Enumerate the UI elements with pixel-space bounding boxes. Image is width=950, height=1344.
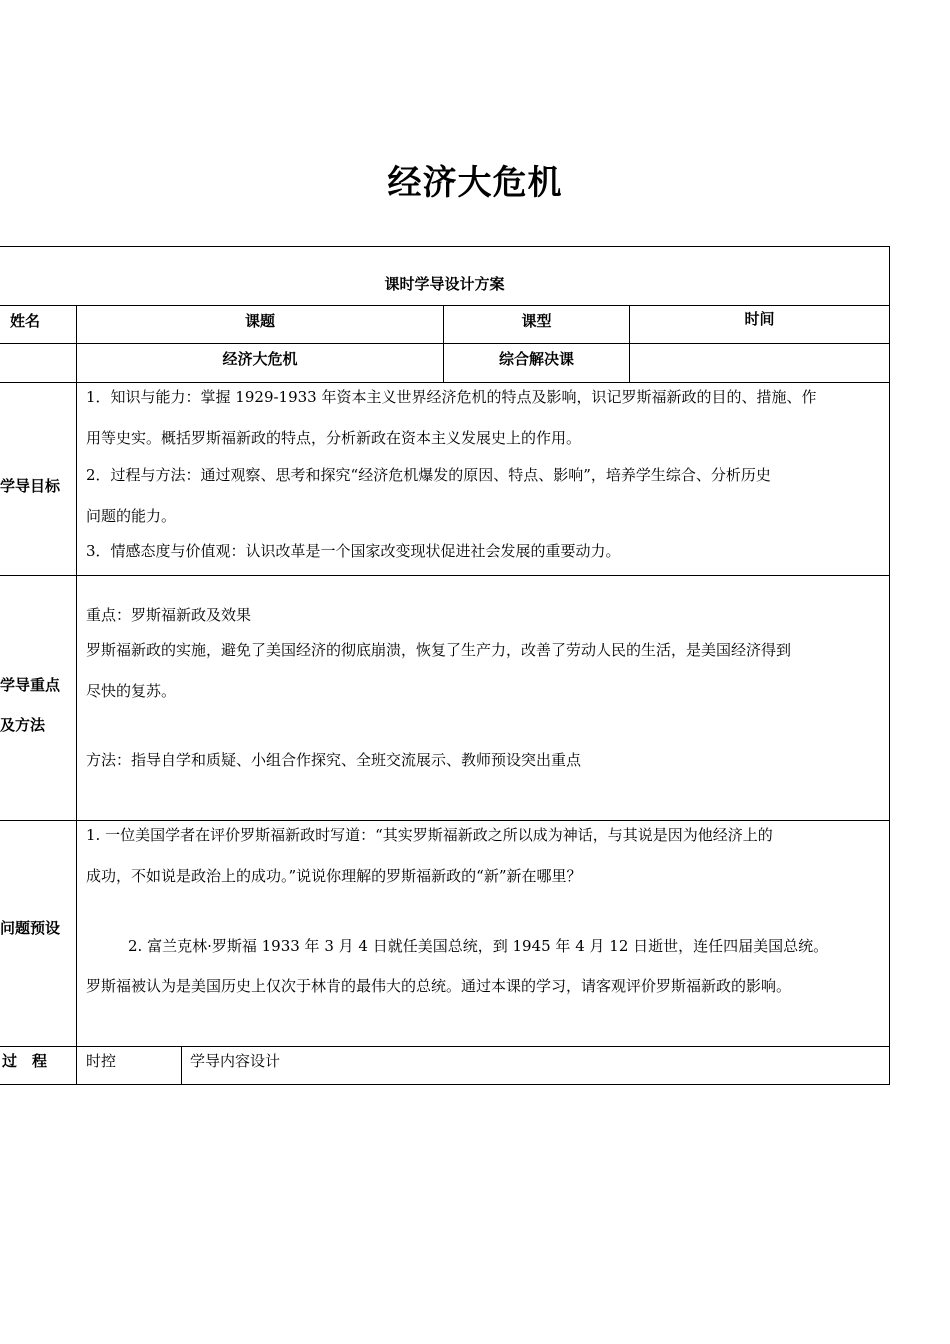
process-label: 过 程: [2, 1052, 48, 1070]
keypoints-line: 尽快的复苏。: [86, 682, 177, 700]
document-title: 经济大危机: [387, 163, 563, 203]
header-name: 姓名: [10, 312, 41, 330]
questions-label: 问题预设: [0, 919, 61, 937]
goals-line: 用等史实。概括罗斯福新政的特点，分析新政在资本主义发展史上的作用。: [86, 429, 582, 447]
value-type: 综合解决课: [498, 350, 574, 368]
keypoints-line: 方法：指导自学和质疑、小组合作探究、全班交流展示、教师预设突出重点: [86, 751, 582, 769]
goals-line: 1．知识与能力：掌握 1929-1933 年资本主义世界经济危机的特点及影响，识记罗斯福新政的目的、措施、作: [86, 388, 817, 406]
questions-line: 1. 一位美国学者在评价罗斯福新政时写道：“其实罗斯福新政之所以成为神话，与其说是因为他经济上的: [86, 826, 773, 844]
header-type: 课型: [521, 312, 552, 330]
goals-label: 学导目标: [0, 477, 61, 495]
keypoints-label: 学导重点: [0, 676, 61, 694]
questions-line: 成功，不如说是政治上的成功。”说说你理解的罗斯福新政的“新”新在哪里？: [86, 867, 582, 885]
keypoints-line: 罗斯福新政的实施，避免了美国经济的彻底崩溃，恢复了生产力，改善了劳动人民的生活，是美国经济得到: [86, 641, 792, 659]
questions-line: 罗斯福被认为是美国历史上仅次于林肯的最伟大的总统。通过本课的学习，请客观评价罗斯福新政的影响。: [86, 977, 792, 995]
process-col-time: 时控: [86, 1052, 117, 1070]
keypoints-line: 重点：罗斯福新政及效果: [86, 606, 252, 624]
keypoints-label: 及方法: [0, 716, 46, 734]
goals-line: 3．情感态度与价值观：认识改革是一个国家改变现状促进社会发展的重要动力。: [86, 542, 621, 560]
header-topic: 课题: [244, 312, 275, 330]
value-topic: 经济大危机: [222, 350, 298, 368]
header-time: 时间: [744, 310, 775, 328]
questions-line: 2. 富兰克林·罗斯福 1933 年 3 月 4 日就任美国总统，到 1945 年 4 月 12 日逝世，连任四届美国总统。: [128, 937, 829, 955]
table-caption: 课时学导设计方案: [384, 275, 505, 293]
goals-line: 2．过程与方法：通过观察、思考和探究“经济危机爆发的原因、特点、影响”，培养学生综合、分析历史: [86, 466, 771, 484]
goals-line: 问题的能力。: [86, 507, 177, 525]
process-col-content: 学导内容设计: [190, 1052, 281, 1070]
